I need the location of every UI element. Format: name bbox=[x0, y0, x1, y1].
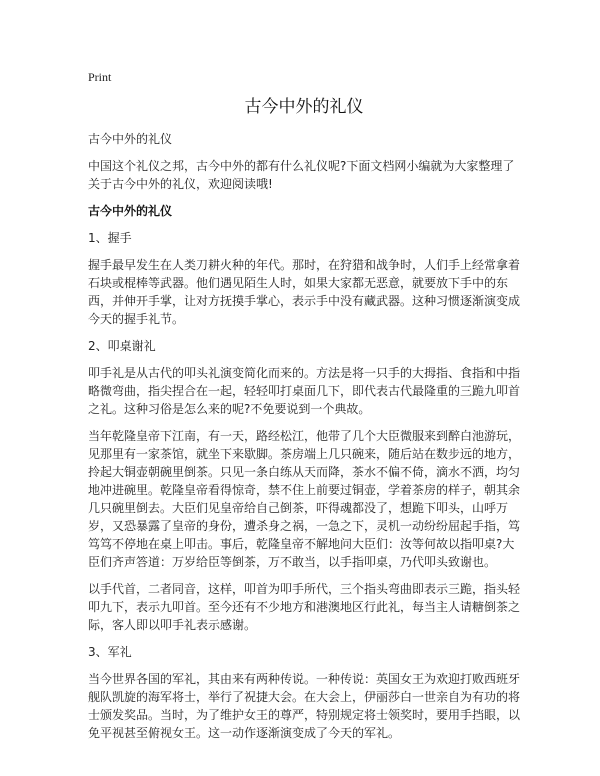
section-2-heading: 2、叩桌谢礼 bbox=[88, 339, 156, 353]
document-title: 古今中外的礼仪 bbox=[244, 97, 364, 117]
subtitle: 古今中外的礼仪 bbox=[88, 132, 173, 146]
paragraph: 握手最早发生在人类刀耕火种的年代。那时，在狩猎和战争时，人们手上经常拿着石块或棍棒等武器。他们遇见陌生人时，如果大家都无恶意，就要放下手中的东西，并伸开手掌，让对方抚摸手掌心，表示手中没有藏武器。这种习惯逐渐演变成今天的握手礼节。 bbox=[88, 258, 521, 326]
paragraph: 当年乾隆皇帝下江南，有一天，路经松江，他带了几个大臣微服来到醉白池游玩，见那里有一家茶馆，就坐下来歇脚。茶房端上几只碗来，随后站在数步远的地方，拎起大铜壶朝碗里倒茶。只见一条白练从天而降，茶水不偏不倚，滴水不洒，均匀地冲进碗里。乾隆皇帝看得惊奇，禁不住上前要过铜壶，学着茶房的样子，朝其余几只碗里倒去。大臣们见皇帝给自己倒茶，吓得魂都没了，想跪下叩头，山呼万岁，又恐暴露了皇帝的身份，遭杀身之祸，一急之下，灵机一动纷纷屈起手指，笃笃笃不停地在桌上叩击。事后，乾隆皇帝不解地问大臣们：汝等何故以指叩桌?大臣们齐声答道：万岁给臣等倒茶，万不敢当，以手指叩桌，乃代叩头致谢也。 bbox=[88, 429, 521, 569]
paragraph: 叩手礼是从古代的叩头礼演变简化而来的。方法是将一只手的大拇指、食指和中指略微弯曲，指尖捏合在一起，轻轻叩打桌面几下，即代表古代最隆重的三跪九叩首之礼。这种习俗是怎么来的呢?不免要说到一个典故。 bbox=[88, 366, 521, 416]
paragraph: 当今世界各国的军礼，其由来有两种传说。一种传说：英国女王为欢迎打败西班牙舰队凯旋的海军将士，举行了祝捷大会。在大会上，伊丽莎白一世亲自为有功的将士颁发奖品。当时，为了维护女王的尊严，特别规定将士领奖时，要用手挡眼，以免平视甚至俯视女王。这一动作逐渐演变成了今天的军礼。 bbox=[88, 672, 521, 740]
paragraph: 以手代首，二者同音，这样，叩首为叩手所代，三个指头弯曲即表示三跪，指头轻叩九下，表示九叩首。至今还有不少地方和港澳地区行此礼，每当主人请糖倒茶之际，客人即以叩手礼表示感谢。 bbox=[88, 582, 521, 632]
section-1-heading: 1、握手 bbox=[88, 231, 132, 245]
print-label[interactable]: Print bbox=[88, 70, 112, 84]
section-3-heading: 3、军礼 bbox=[88, 645, 132, 659]
section-heading: 古今中外的礼仪 bbox=[88, 204, 173, 218]
intro-paragraph: 中国这个礼仪之邦，古今中外的都有什么礼仪呢?下面文档网小编就为大家整理了关于古今中外的礼仪，欢迎阅读哦! bbox=[88, 159, 515, 191]
